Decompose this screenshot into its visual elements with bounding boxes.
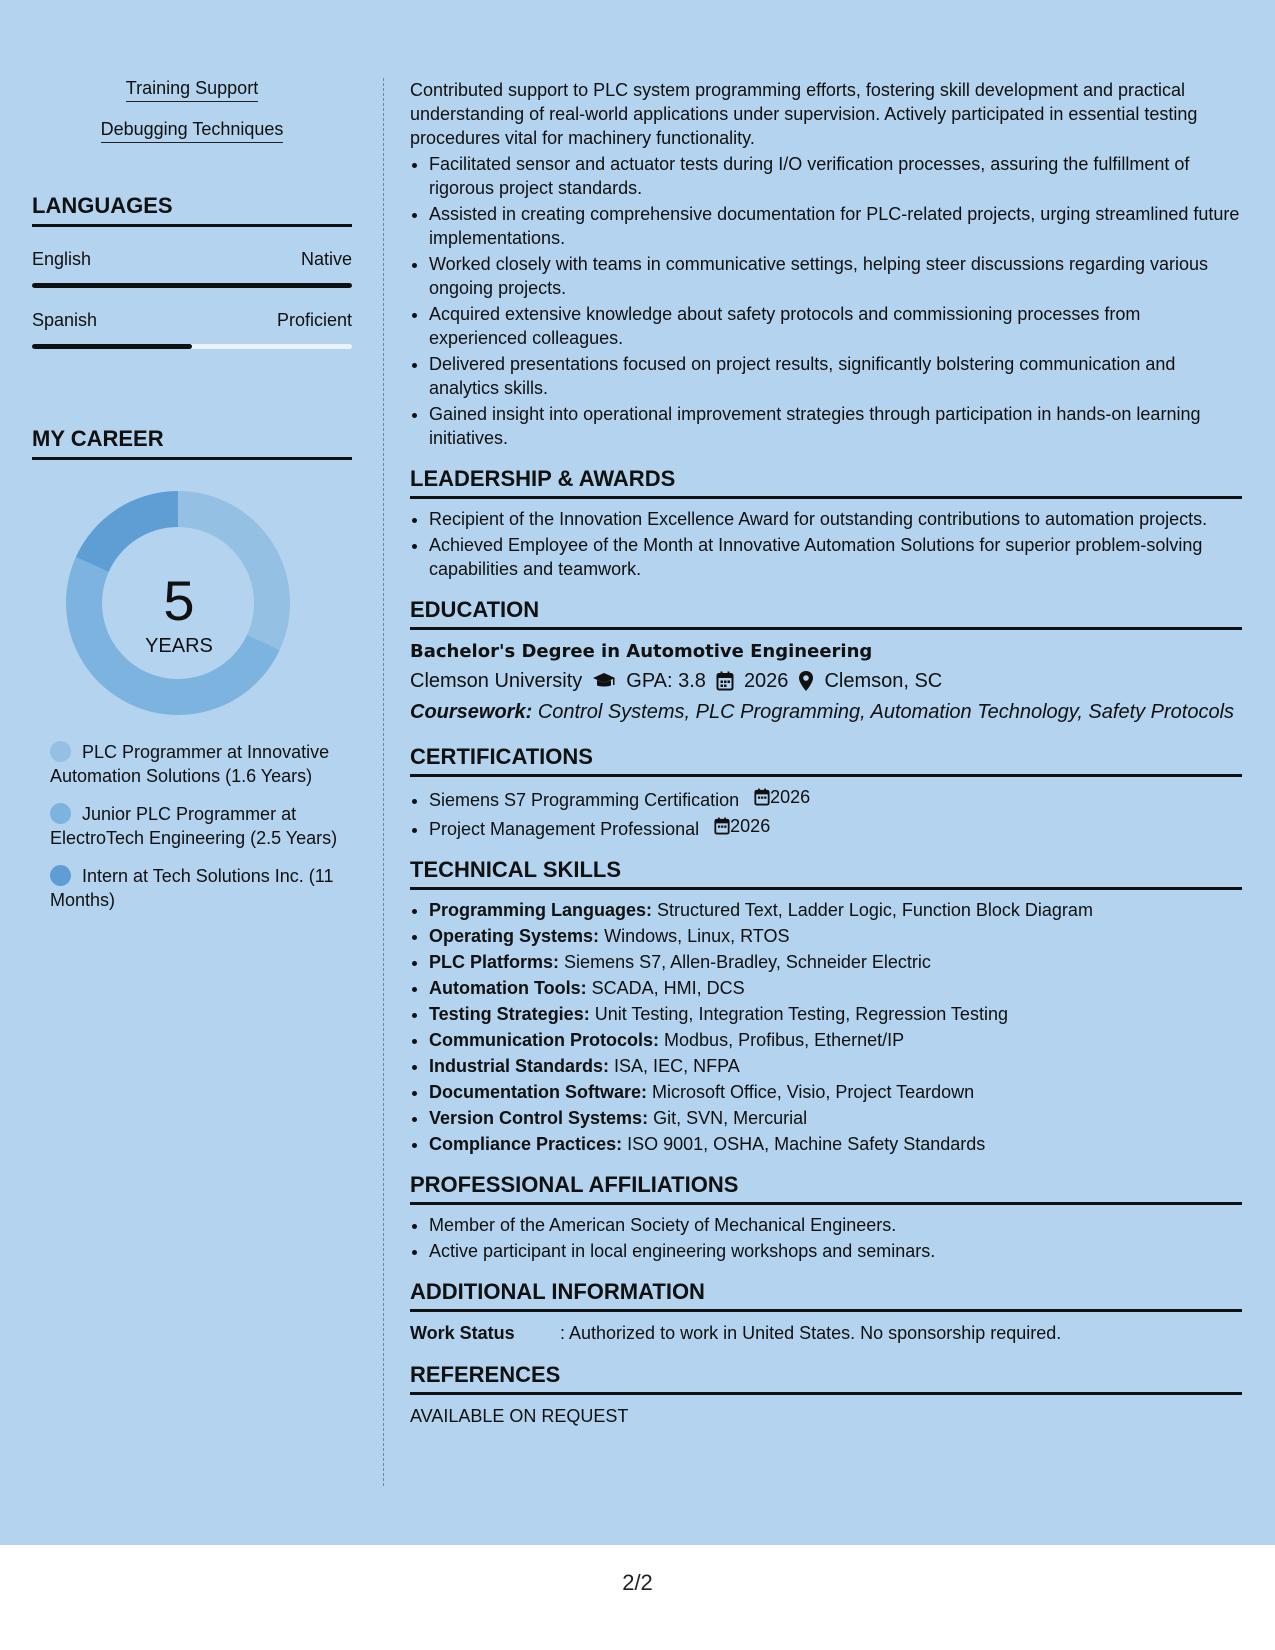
right-column [410, 78, 1242, 1429]
gpa-value: GPA: 3.8 [626, 670, 706, 692]
language-item-english [32, 249, 352, 288]
education-heading: EDUCATION [410, 597, 1242, 630]
school-name: Clemson University [410, 670, 583, 692]
certification-year: 2026 [730, 816, 771, 836]
list-item: • Gained insight into operational improvement strategies through participation in hands-on learning initiatives. [429, 402, 1242, 450]
list-item: • Testing Strategies: Unit Testing, Integration Testing, Regression Testing [429, 1002, 1242, 1026]
affiliations-heading: PROFESSIONAL AFFILIATIONS [410, 1172, 1242, 1205]
coursework-value: Control Systems, PLC Programming, Automation Technology, Safety Protocols [537, 701, 1235, 723]
career-donut-chart [32, 490, 352, 730]
degree-title: Bachelor's Degree in Automotive Engineering [410, 641, 873, 662]
list-item: • Programming Languages: Structured Text, Ladder Logic, Function Block Diagram [429, 898, 1242, 922]
coursework [410, 696, 1242, 728]
education-details [410, 666, 1242, 696]
leadership-heading: LEADERSHIP & AWARDS [410, 466, 1242, 499]
left-column [32, 78, 352, 926]
skill-tag: Training Support [32, 78, 352, 102]
list-item [429, 814, 1242, 841]
page-number: 2/2 [622, 1570, 653, 1595]
list-item: • Automation Tools: SCADA, HMI, DCS [429, 976, 1242, 1000]
leadership-list [410, 507, 1242, 581]
career-dot-icon [50, 865, 71, 886]
work-status-label: Work Status [410, 1323, 515, 1343]
skill-tag: Debugging Techniques [32, 119, 352, 143]
list-item: • Industrial Standards: ISA, IEC, NFPA [429, 1054, 1242, 1078]
career-years-number: 5 [163, 569, 195, 632]
career-list [32, 740, 352, 912]
calendar-icon [716, 671, 734, 691]
list-item: • Facilitated sensor and actuator tests during I/O verification processes, assuring the fulfillment of rigorous project standards. [429, 152, 1242, 200]
list-item: • Compliance Practices: ISO 9001, OSHA, Machine Safety Standards [429, 1132, 1242, 1156]
graduation-cap-icon [592, 672, 616, 690]
location-pin-icon [798, 670, 814, 692]
list-item: • Member of the American Society of Mechanical Engineers. [429, 1213, 1242, 1237]
work-status-value: : Authorized to work in United States. No sponsorship required. [560, 1323, 1062, 1343]
language-name: Spanish [32, 310, 98, 330]
certification-name: Project Management Professional [429, 819, 700, 839]
list-item [429, 785, 1242, 812]
experience-intro: Contributed support to PLC system programming efforts, fostering skill development and practical understanding of real-world applications under supervision. Actively participated in essential testing procedures vital for machinery functionality. [410, 80, 1198, 148]
career-item: PLC Programmer at Innovative Automation Solutions (1.6 Years) [50, 742, 330, 786]
list-item: • Worked closely with teams in communicative settings, helping steer discussions regarding various ongoing projects. [429, 252, 1242, 300]
list-item: • Documentation Software: Microsoft Office, Visio, Project Teardown [429, 1080, 1242, 1104]
language-bar [32, 283, 352, 288]
language-bar-fill [32, 344, 192, 349]
references-text: AVAILABLE ON REQUEST [410, 1406, 629, 1426]
language-item-spanish [32, 310, 352, 349]
additional-info-heading: ADDITIONAL INFORMATION [410, 1279, 1242, 1312]
career-item: Junior PLC Programmer at ElectroTech Engineering (2.5 Years) [50, 804, 338, 848]
list-item: • Assisted in creating comprehensive documentation for PLC-related projects, urging streamlined future implementations. [429, 202, 1242, 250]
list-item: • Achieved Employee of the Month at Innovative Automation Solutions for superior problem-solving capabilities and teamwork. [429, 533, 1242, 581]
career-dot-icon [50, 741, 71, 762]
career-donut-segment [76, 491, 178, 572]
list-item: • Operating Systems: Windows, Linux, RTOS [429, 924, 1242, 948]
list-item: • Recipient of the Innovation Excellence Award for outstanding contributions to automation projects. [429, 507, 1242, 531]
language-name: English [32, 249, 92, 269]
list-item: • Active participant in local engineering workshops and seminars. [429, 1239, 1242, 1263]
coursework-label: Coursework: [410, 701, 533, 723]
list-item: • Acquired extensive knowledge about safety protocols and commissioning processes from experienced colleagues. [429, 302, 1242, 350]
list-item: • PLC Platforms: Siemens S7, Allen-Bradley, Schneider Electric [429, 950, 1242, 974]
list-item: • Version Control Systems: Git, SVN, Mercurial [429, 1106, 1242, 1130]
work-status [410, 1320, 1242, 1346]
references-heading: REFERENCES [410, 1362, 1242, 1395]
technical-skills-heading: TECHNICAL SKILLS [410, 857, 1242, 890]
page-footer [0, 1545, 1275, 1650]
affiliations-list [410, 1213, 1242, 1263]
career-heading: MY CAREER [32, 426, 352, 460]
list-item: • Delivered presentations focused on project results, significantly bolstering communication and analytics skills. [429, 352, 1242, 400]
column-divider [383, 78, 384, 1486]
list-item: • Communication Protocols: Modbus, Profibus, Ethernet/IP [429, 1028, 1242, 1052]
technical-skills-list [410, 898, 1242, 1156]
graduation-year: 2026 [743, 670, 789, 692]
career-dot-icon [50, 803, 71, 824]
career-years-unit: YEARS [145, 635, 213, 657]
certification-year: 2026 [770, 787, 811, 807]
calendar-icon [714, 817, 730, 835]
language-bar [32, 344, 352, 349]
certification-name: Siemens S7 Programming Certification [429, 790, 740, 810]
career-item: Intern at Tech Solutions Inc. (11 Months) [50, 866, 334, 910]
certifications-heading: CERTIFICATIONS [410, 744, 1242, 777]
school-location: Clemson, SC [824, 670, 943, 692]
experience-bullets [410, 152, 1242, 450]
language-level: Native [300, 249, 352, 269]
language-bar-fill [32, 283, 352, 288]
language-level: Proficient [276, 310, 352, 330]
certifications-list [410, 785, 1242, 841]
languages-heading: LANGUAGES [32, 193, 352, 227]
calendar-icon [754, 788, 770, 806]
